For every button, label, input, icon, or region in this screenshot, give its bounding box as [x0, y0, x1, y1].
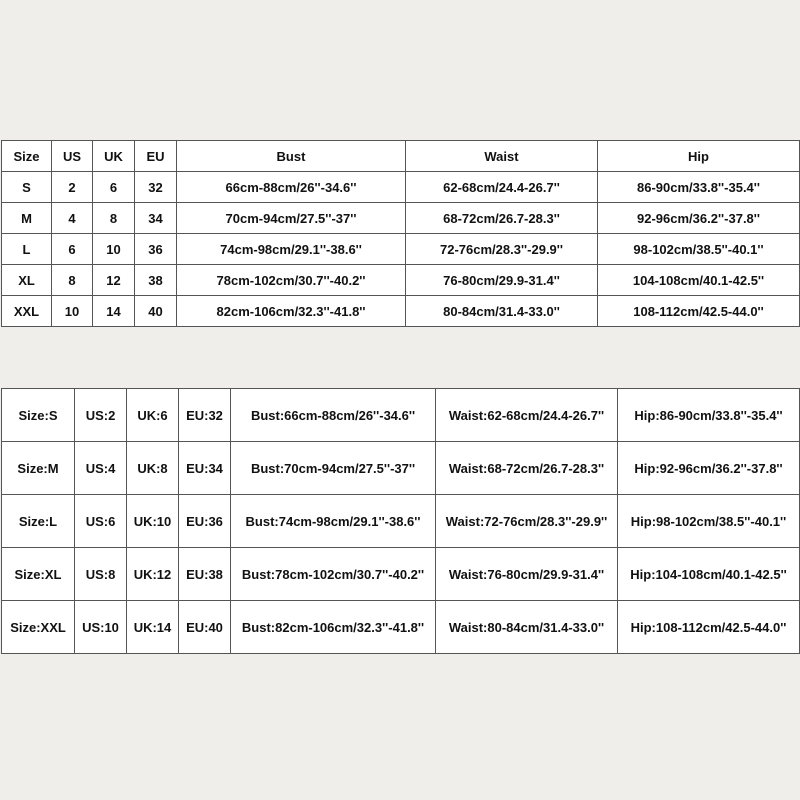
cell-eu: EU:32	[179, 389, 231, 442]
table-row	[2, 172, 800, 203]
cell-us: 2	[52, 172, 93, 203]
cell-hip: 86-90cm/33.8''-35.4''	[598, 172, 800, 203]
cell-us: US:6	[75, 495, 127, 548]
cell-eu: EU:36	[179, 495, 231, 548]
cell-waist: Waist:76-80cm/29.9-31.4''	[436, 548, 618, 601]
cell-uk: UK:14	[127, 601, 179, 654]
cell-size: Size:XXL	[2, 601, 75, 654]
cell-uk: UK:6	[127, 389, 179, 442]
table-row	[2, 389, 800, 442]
cell-eu: EU:34	[179, 442, 231, 495]
cell-size: L	[2, 234, 52, 265]
cell-uk: 10	[93, 234, 135, 265]
cell-size: XXL	[2, 296, 52, 327]
cell-eu: EU:40	[179, 601, 231, 654]
header-waist: Waist	[406, 141, 598, 172]
cell-size: Size:S	[2, 389, 75, 442]
cell-waist: 80-84cm/31.4-33.0''	[406, 296, 598, 327]
header-us: US	[52, 141, 93, 172]
cell-uk: 14	[93, 296, 135, 327]
cell-eu: 36	[135, 234, 177, 265]
table-row	[2, 495, 800, 548]
cell-hip: 92-96cm/36.2''-37.8''	[598, 203, 800, 234]
cell-us: US:2	[75, 389, 127, 442]
cell-waist: 76-80cm/29.9-31.4''	[406, 265, 598, 296]
cell-waist: Waist:72-76cm/28.3''-29.9''	[436, 495, 618, 548]
table-row	[2, 548, 800, 601]
cell-eu: EU:38	[179, 548, 231, 601]
header-size: Size	[2, 141, 52, 172]
cell-uk: UK:12	[127, 548, 179, 601]
cell-eu: 40	[135, 296, 177, 327]
table-row	[2, 265, 800, 296]
table-row	[2, 234, 800, 265]
cell-us: 10	[52, 296, 93, 327]
cell-size: XL	[2, 265, 52, 296]
cell-uk: UK:10	[127, 495, 179, 548]
table-row	[2, 601, 800, 654]
cell-bust: Bust:70cm-94cm/27.5''-37''	[231, 442, 436, 495]
cell-us: 8	[52, 265, 93, 296]
cell-us: 4	[52, 203, 93, 234]
cell-hip: 98-102cm/38.5''-40.1''	[598, 234, 800, 265]
size-chart-table	[1, 140, 800, 327]
cell-waist: Waist:68-72cm/26.7-28.3''	[436, 442, 618, 495]
cell-bust: 78cm-102cm/30.7''-40.2''	[177, 265, 406, 296]
cell-us: 6	[52, 234, 93, 265]
cell-hip: 108-112cm/42.5-44.0''	[598, 296, 800, 327]
cell-waist: 68-72cm/26.7-28.3''	[406, 203, 598, 234]
cell-size: S	[2, 172, 52, 203]
cell-uk: 12	[93, 265, 135, 296]
cell-bust: Bust:74cm-98cm/29.1''-38.6''	[231, 495, 436, 548]
cell-waist: 72-76cm/28.3''-29.9''	[406, 234, 598, 265]
cell-hip: 104-108cm/40.1-42.5''	[598, 265, 800, 296]
cell-size: Size:XL	[2, 548, 75, 601]
cell-bust: Bust:78cm-102cm/30.7''-40.2''	[231, 548, 436, 601]
cell-size: Size:L	[2, 495, 75, 548]
table-row	[2, 296, 800, 327]
header-bust: Bust	[177, 141, 406, 172]
cell-hip: Hip:104-108cm/40.1-42.5''	[618, 548, 800, 601]
cell-hip: Hip:98-102cm/38.5''-40.1''	[618, 495, 800, 548]
cell-bust: 66cm-88cm/26''-34.6''	[177, 172, 406, 203]
cell-bust: 70cm-94cm/27.5''-37''	[177, 203, 406, 234]
header-eu: EU	[135, 141, 177, 172]
cell-waist: Waist:62-68cm/24.4-26.7''	[436, 389, 618, 442]
cell-bust: 74cm-98cm/29.1''-38.6''	[177, 234, 406, 265]
cell-hip: Hip:92-96cm/36.2''-37.8''	[618, 442, 800, 495]
cell-size: M	[2, 203, 52, 234]
cell-hip: Hip:86-90cm/33.8''-35.4''	[618, 389, 800, 442]
cell-us: US:4	[75, 442, 127, 495]
cell-uk: 8	[93, 203, 135, 234]
cell-waist: Waist:80-84cm/31.4-33.0''	[436, 601, 618, 654]
cell-size: Size:M	[2, 442, 75, 495]
cell-waist: 62-68cm/24.4-26.7''	[406, 172, 598, 203]
table-row	[2, 203, 800, 234]
cell-bust: Bust:82cm-106cm/32.3''-41.8''	[231, 601, 436, 654]
cell-us: US:10	[75, 601, 127, 654]
cell-bust: Bust:66cm-88cm/26''-34.6''	[231, 389, 436, 442]
cell-us: US:8	[75, 548, 127, 601]
cell-uk: 6	[93, 172, 135, 203]
table-header-row	[2, 141, 800, 172]
size-detail-table	[1, 388, 800, 654]
cell-uk: UK:8	[127, 442, 179, 495]
cell-eu: 32	[135, 172, 177, 203]
header-hip: Hip	[598, 141, 800, 172]
cell-eu: 38	[135, 265, 177, 296]
header-uk: UK	[93, 141, 135, 172]
table-row	[2, 442, 800, 495]
cell-hip: Hip:108-112cm/42.5-44.0''	[618, 601, 800, 654]
cell-eu: 34	[135, 203, 177, 234]
cell-bust: 82cm-106cm/32.3''-41.8''	[177, 296, 406, 327]
